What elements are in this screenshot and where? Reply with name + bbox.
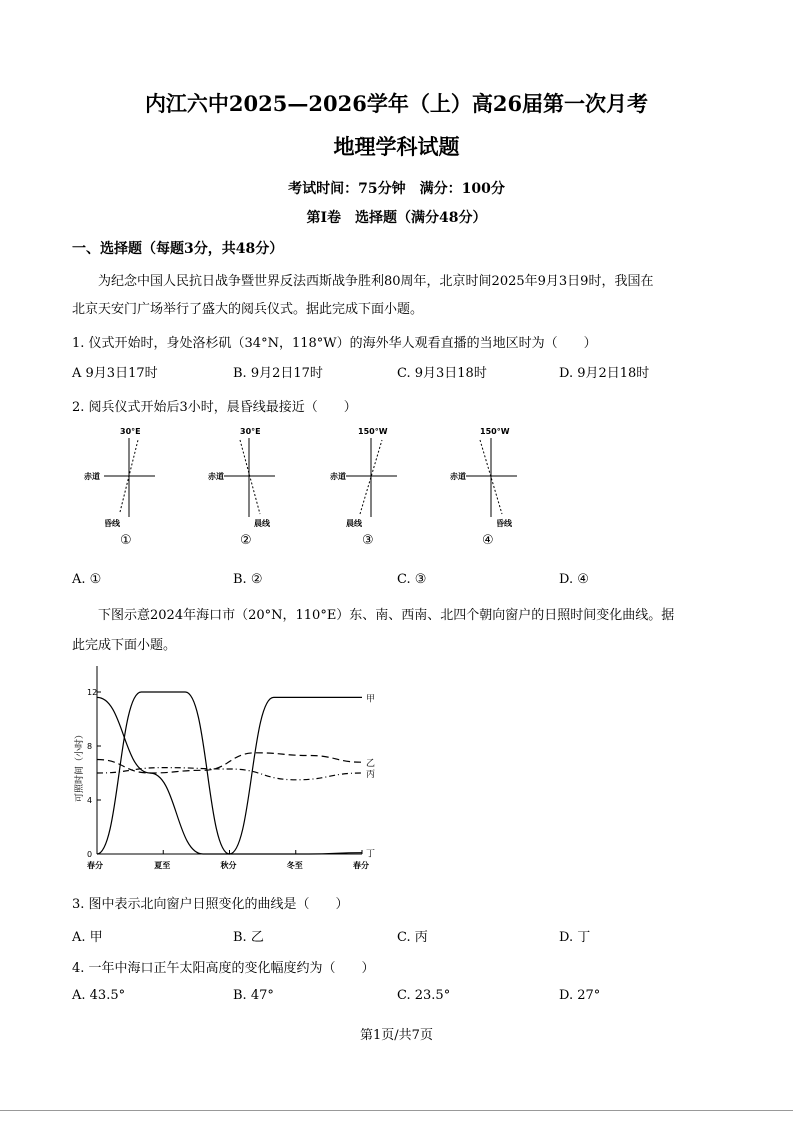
diagram-4-equator: 赤道 — [450, 472, 466, 481]
diagram-1-line: 昏线 — [104, 519, 120, 528]
chart-series-label: 乙 — [366, 759, 376, 770]
diagram-2-number: ② — [240, 533, 252, 548]
passage2-line2: 此完成下面小题。 — [72, 638, 177, 653]
exam-meta: 考试时间：75分钟 满分：100分 — [288, 181, 505, 197]
diagram-1-meridian: 30°E — [120, 427, 141, 436]
diagram-2-equator: 赤道 — [208, 472, 224, 481]
q3-stem: 3. 图中表示北向窗户日照变化的曲线是（ ） — [72, 897, 349, 912]
diagram-4 — [450, 427, 517, 548]
q3-option-c[interactable]: C. 丙 — [397, 930, 428, 945]
chart-y-tick-label: 0 — [87, 850, 93, 859]
q4-option-c[interactable]: C. 23.5° — [397, 988, 451, 1003]
q1-option-a[interactable]: A 9月3日17时 — [72, 366, 158, 381]
q2-stem: 2. 阅兵仪式开始后3小时，晨昏线最接近（ ） — [72, 400, 357, 415]
chart-series-1 — [97, 692, 362, 854]
q3-option-d[interactable]: D. 丁 — [559, 930, 591, 945]
chart-series-4 — [97, 697, 362, 854]
chart-series-3 — [97, 768, 362, 780]
diagram-1 — [84, 427, 155, 548]
diagram-1-equator: 赤道 — [84, 472, 100, 481]
chart-x-tick-label: 秋分 — [220, 861, 237, 870]
diagram-3-meridian: 150°W — [358, 427, 388, 436]
q1-option-b[interactable]: B. 9月2日17时 — [233, 366, 323, 381]
q2-option-c[interactable]: C. ③ — [397, 572, 427, 587]
diagram-2-meridian: 30°E — [240, 427, 261, 436]
chart-series-2 — [97, 753, 362, 773]
chart-x-tick-label: 夏至 — [154, 861, 171, 870]
diagram-4-line: 昏线 — [496, 519, 512, 528]
q2-option-d[interactable]: D. ④ — [559, 572, 589, 587]
diagram-2-line: 晨线 — [254, 519, 270, 528]
chart-x-tick-label: 春分 — [353, 861, 369, 870]
chart-y-tick-label: 12 — [87, 688, 98, 697]
sunshine-chart — [70, 662, 390, 874]
terminator-diagrams — [80, 422, 540, 550]
diagram-3-line: 晨线 — [346, 519, 362, 528]
diagram-1-number: ① — [120, 533, 132, 548]
chart-x-tick-label: 冬至 — [286, 861, 303, 870]
diagram-4-number: ④ — [482, 533, 494, 548]
diagram-2 — [208, 427, 275, 548]
q4-option-b[interactable]: B. 47° — [233, 988, 274, 1003]
q1-stem: 1. 仪式开始时，身处洛杉矶（34°N，118°W）的海外华人观看直播的当地区时为（ ） — [72, 336, 597, 351]
q3-option-a[interactable]: A. 甲 — [72, 930, 103, 945]
exam-title: 内江六中2025—2026学年（上）高26届第一次月考 — [144, 91, 649, 116]
chart-x-tick-label: 春分 — [87, 861, 103, 870]
part-heading: 第Ⅰ卷 选择题（满分48分） — [306, 210, 487, 226]
passage1-line2: 北京天安门广场举行了盛大的阅兵仪式。据此完成下面小题。 — [72, 302, 424, 317]
diagram-3-equator: 赤道 — [330, 472, 346, 481]
diagram-3 — [330, 427, 397, 548]
subject-title: 地理学科试题 — [333, 134, 460, 159]
passage2-line1: 下图示意2024年海口市（20°N，110°E）东、南、西南、北四个朝向窗户的日照时间变化曲线。据 — [98, 608, 675, 623]
chart-series-label: 丙 — [366, 770, 376, 780]
page-footer: 第1页/共7页 — [360, 1028, 433, 1043]
passage1-line1: 为纪念中国人民抗日战争暨世界反法西斯战争胜利80周年，北京时间2025年9月3日9时，我国在 — [98, 274, 654, 289]
chart-y-tick-label: 4 — [87, 796, 93, 805]
q1-option-d[interactable]: D. 9月2日18时 — [559, 366, 650, 381]
chart-series-label: 甲 — [366, 694, 376, 705]
chart-y-tick-label: 8 — [87, 742, 93, 751]
q2-option-a[interactable]: A. ① — [72, 572, 102, 587]
q3-option-b[interactable]: B. 乙 — [233, 930, 264, 945]
q1-option-c[interactable]: C. 9月3日18时 — [397, 366, 487, 381]
section-heading: 一、选择题（每题3分，共48分） — [72, 241, 284, 257]
chart-series-label: 丁 — [366, 849, 376, 860]
chart-ylabel: 可照时间（小时） — [75, 729, 85, 802]
bottom-rule — [0, 1110, 793, 1111]
q2-option-b[interactable]: B. ② — [233, 572, 263, 587]
diagram-3-number: ③ — [362, 533, 374, 548]
q4-stem: 4. 一年中海口正午太阳高度的变化幅度约为（ ） — [72, 961, 375, 976]
q4-option-d[interactable]: D. 27° — [559, 988, 601, 1003]
q4-option-a[interactable]: A. 43.5° — [72, 988, 126, 1003]
diagram-4-meridian: 150°W — [480, 427, 510, 436]
